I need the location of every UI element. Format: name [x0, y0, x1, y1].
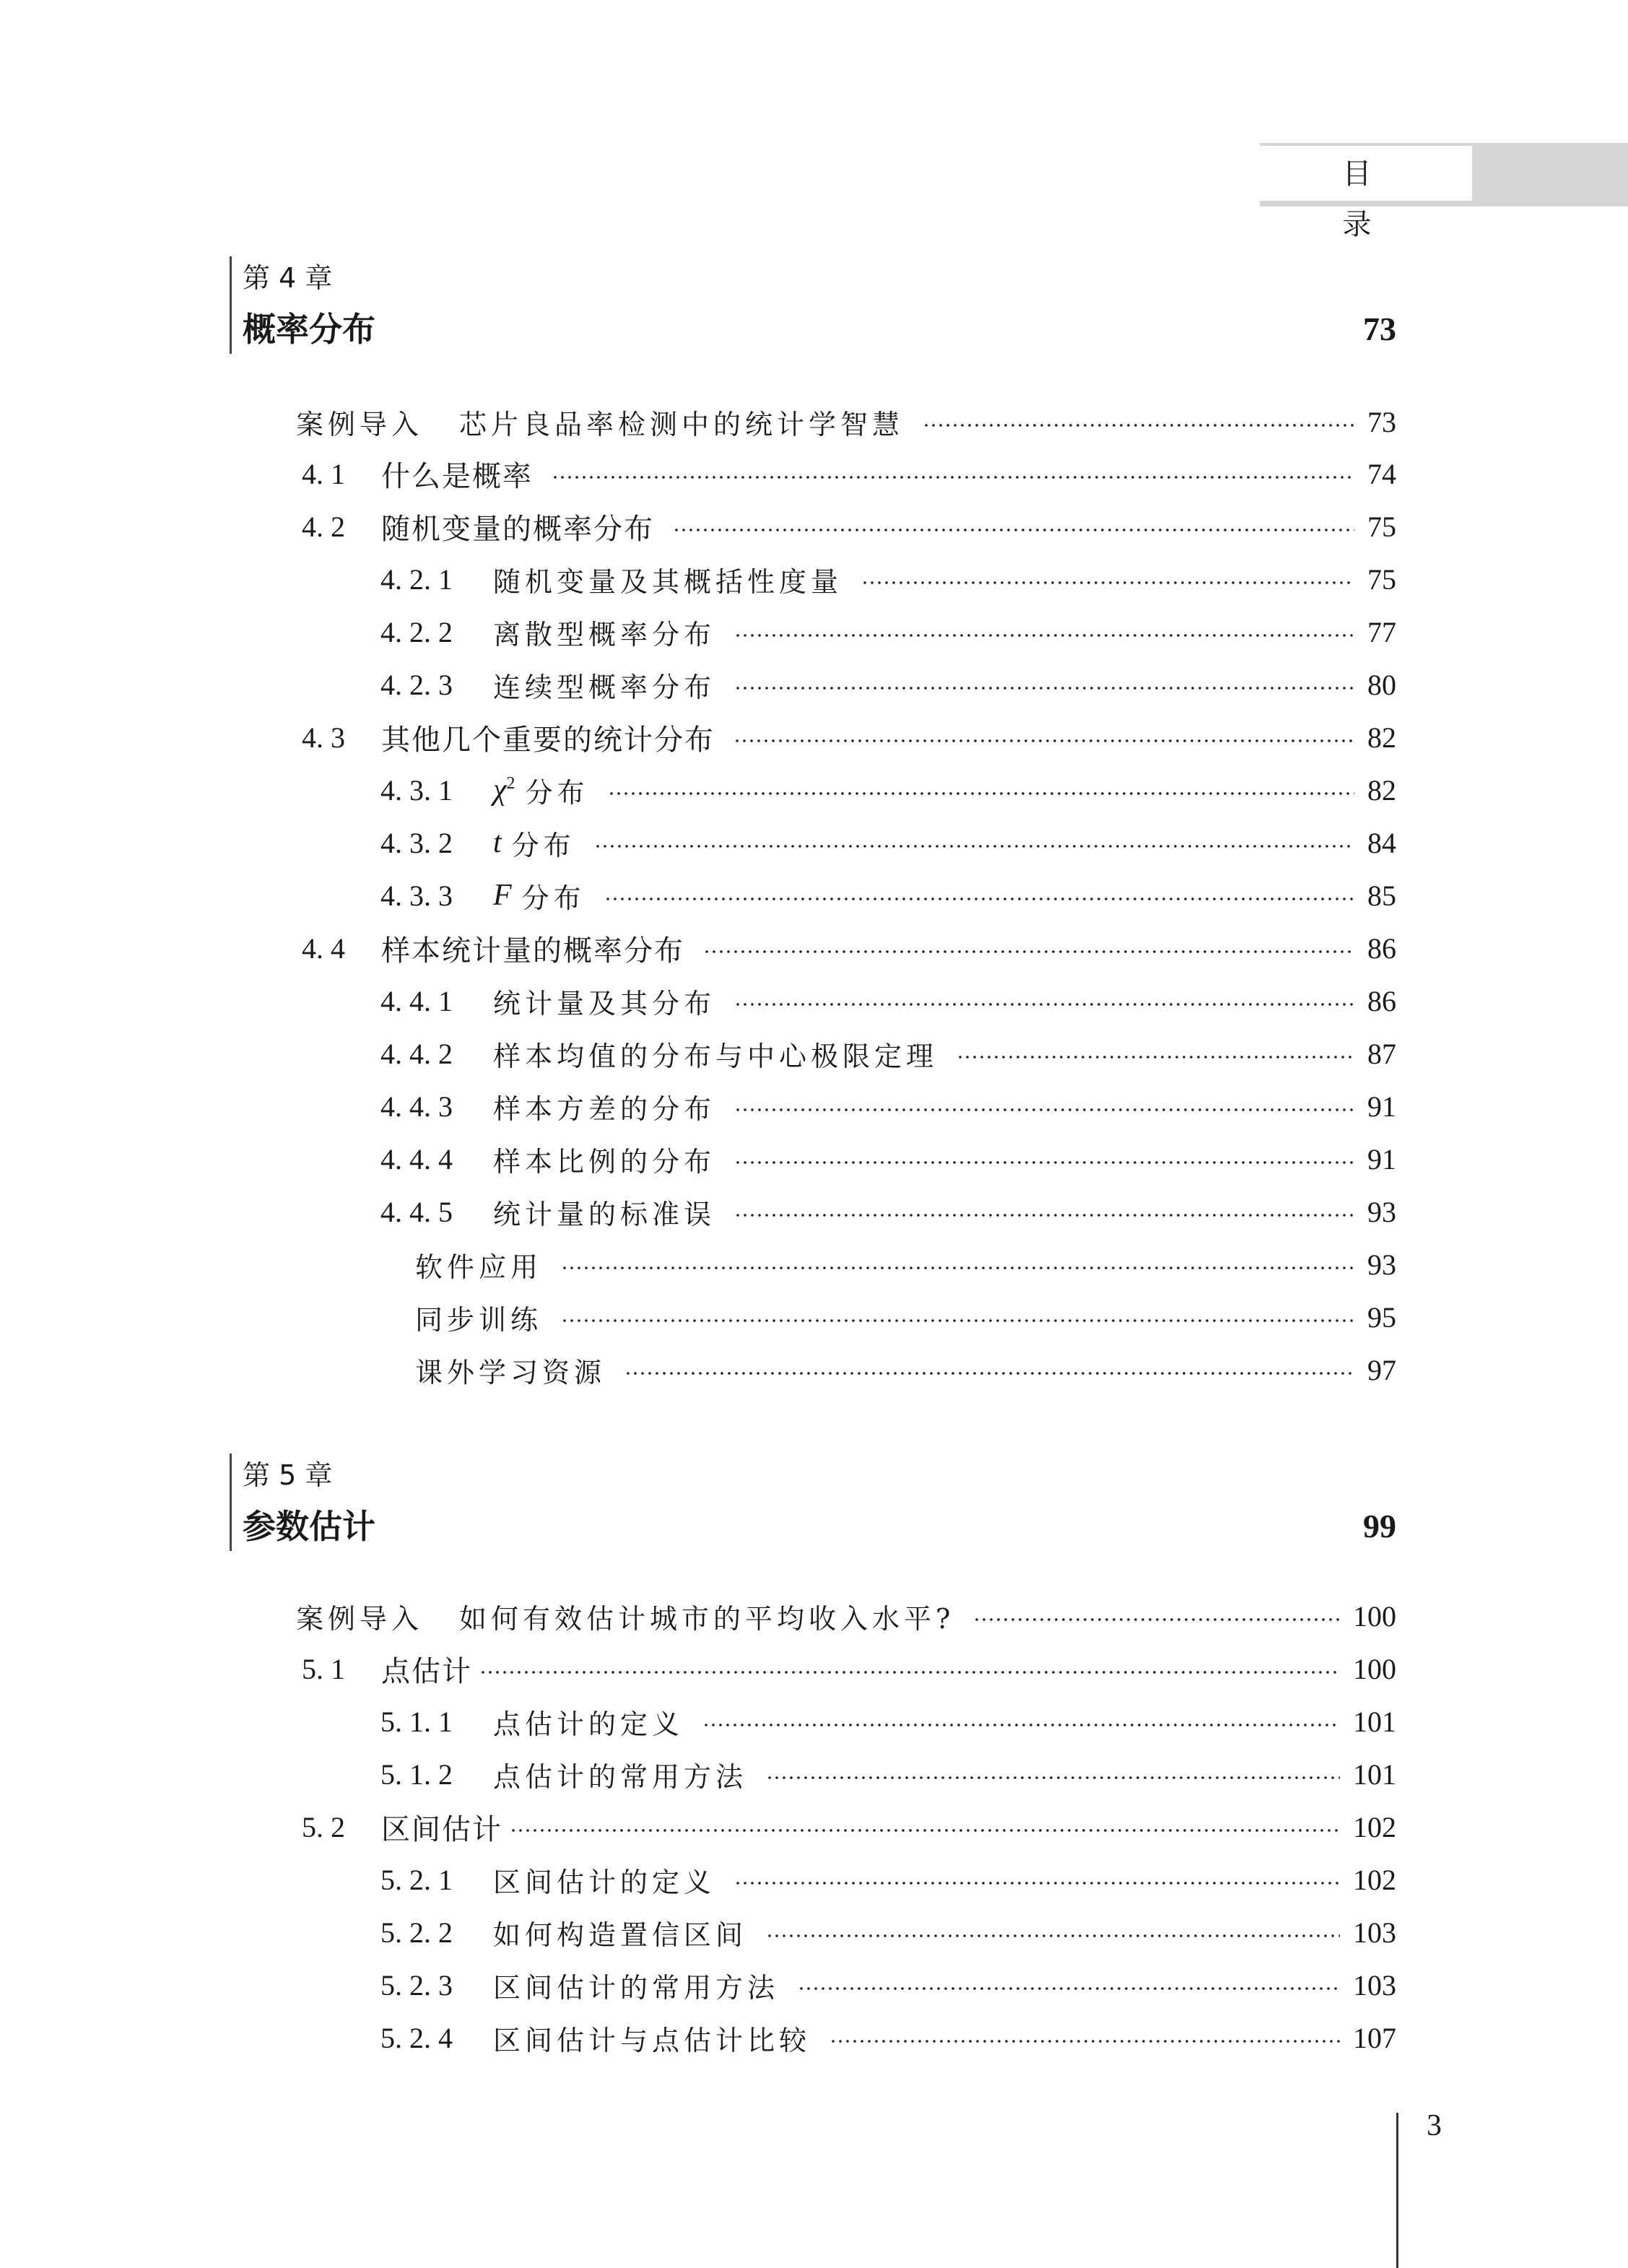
- section-title: 分布: [521, 882, 586, 914]
- dot-leader: [734, 634, 1354, 637]
- page-ref: 91: [1367, 1142, 1396, 1176]
- chapter-4-label: 第 4 章: [243, 262, 333, 294]
- page-ref: 77: [1367, 615, 1396, 648]
- page-ref: 84: [1367, 826, 1396, 859]
- page-ref: 103: [1353, 1968, 1396, 2002]
- page-ref: 80: [1367, 668, 1396, 701]
- toc-entry-5-1-2[interactable]: [0, 1748, 1396, 1800]
- toc-entry-4-4-3[interactable]: [0, 1080, 1396, 1132]
- toc-entry-4-3-3[interactable]: [0, 869, 1396, 921]
- section-number: 4. 4. 4: [380, 1142, 453, 1176]
- dot-leader: [624, 1372, 1354, 1375]
- dot-leader: [561, 1266, 1354, 1269]
- toc-entry-4-4-4[interactable]: [0, 1133, 1396, 1185]
- page-number: 3: [1427, 2109, 1442, 2142]
- toc-entry-5-2-1[interactable]: [0, 1854, 1396, 1906]
- dot-leader: [861, 581, 1354, 584]
- chapter-5-header: [230, 1454, 1396, 1551]
- toc-entry-software[interactable]: [0, 1238, 1396, 1290]
- dot-leader: [608, 792, 1355, 795]
- section-title: 区间估计: [381, 1812, 502, 1846]
- page-ref: 85: [1367, 879, 1396, 912]
- section-title: 随机变量的概率分布: [381, 512, 654, 546]
- page-ref: 107: [1353, 2021, 1396, 2054]
- dot-leader: [766, 1934, 1340, 1937]
- section-number: 5. 1: [302, 1652, 345, 1685]
- section-number: 5. 1. 2: [380, 1758, 453, 1791]
- case-intro-label: 案例导入: [296, 408, 424, 440]
- section-number: 4. 4. 1: [380, 984, 453, 1017]
- header-title: 目 录: [1342, 157, 1473, 241]
- dot-leader: [604, 898, 1354, 900]
- toc-entry-5-1[interactable]: [0, 1643, 1396, 1695]
- section-title: 区间估计的定义: [493, 1866, 716, 1898]
- section-title: 样本方差的分布: [493, 1092, 716, 1125]
- page-ref: 87: [1367, 1037, 1396, 1070]
- section-title: 随机变量及其概括性度量: [493, 565, 843, 598]
- toc-entry-4-4-5[interactable]: [0, 1186, 1396, 1238]
- toc-case-intro-ch4[interactable]: [0, 396, 1396, 448]
- toc-entry-4-2-1[interactable]: [0, 553, 1396, 605]
- toc-entry-5-2-3[interactable]: [0, 1959, 1396, 2011]
- page-ref: 82: [1367, 721, 1396, 754]
- section-number: 4. 2. 2: [380, 615, 453, 648]
- page-ref: 75: [1367, 510, 1396, 543]
- section-number: 4. 2. 1: [380, 562, 453, 596]
- section-number: 4. 4. 5: [380, 1195, 453, 1228]
- section-title: 区间估计的常用方法: [493, 1971, 780, 2004]
- section-number: 5. 2. 4: [380, 2021, 453, 2054]
- page-ref: 93: [1367, 1248, 1396, 1281]
- dot-leader: [734, 1108, 1354, 1111]
- case-intro-label: 案例导入: [296, 1602, 424, 1635]
- section-title: 样本统计量的概率分布: [381, 934, 684, 968]
- toc-entry-5-1-1[interactable]: [0, 1695, 1396, 1747]
- page-ref: 101: [1353, 1705, 1396, 1738]
- page-ref: 73: [1367, 405, 1396, 438]
- section-number: 5. 2. 1: [380, 1863, 453, 1896]
- toc-entry-4-3-1[interactable]: [0, 764, 1396, 816]
- toc-entry-5-2-2[interactable]: [0, 1906, 1396, 1958]
- dot-leader: [734, 1003, 1354, 1006]
- toc-entry-4-3[interactable]: [0, 711, 1396, 763]
- toc-entry-exercises[interactable]: [0, 1291, 1396, 1343]
- footer-rule: [1396, 2113, 1398, 2268]
- section-title: 什么是概率: [381, 459, 533, 493]
- case-intro-text: 芯片良品率检测中的统计学智慧: [459, 408, 905, 440]
- toc-entry-4-4[interactable]: [0, 922, 1396, 974]
- dot-leader: [703, 950, 1354, 953]
- section-number: 4. 3. 3: [380, 879, 453, 912]
- toc-entry-4-2-2[interactable]: [0, 606, 1396, 658]
- section-number: 4. 3: [302, 721, 345, 754]
- section-title: 点估计的定义: [493, 1708, 684, 1740]
- f-symbol: F: [493, 879, 512, 912]
- toc-entry-4-1[interactable]: [0, 448, 1396, 500]
- page-ref: 86: [1367, 984, 1396, 1017]
- section-number: 4. 4. 2: [380, 1037, 453, 1070]
- chi-square-symbol: $\chi^2$: [493, 773, 515, 807]
- toc-case-intro-ch5[interactable]: [0, 1590, 1396, 1642]
- section-title: 如何构造置信区间: [493, 1919, 748, 1951]
- chapter-5-page: 99: [1363, 1508, 1396, 1544]
- section-number: 5. 2: [302, 1810, 345, 1843]
- section-title: 点估计的常用方法: [493, 1760, 748, 1793]
- dot-leader: [734, 1161, 1354, 1164]
- dot-leader: [734, 1214, 1354, 1217]
- page-ref: 102: [1353, 1863, 1396, 1896]
- toc-entry-4-4-2[interactable]: [0, 1027, 1396, 1079]
- section-title: 区间估计与点估计比较: [493, 2024, 811, 2056]
- section-number: 4. 4. 3: [380, 1090, 453, 1123]
- dot-leader: [594, 845, 1354, 848]
- dot-leader: [923, 424, 1354, 427]
- section-number: 4. 3. 2: [380, 826, 453, 859]
- dot-leader: [734, 687, 1354, 690]
- dot-leader: [734, 739, 1354, 742]
- section-title: 统计量的标准误: [493, 1198, 716, 1230]
- dot-leader: [702, 1724, 1340, 1726]
- section-title: 离散型概率分布: [493, 618, 716, 651]
- chapter-4-page: 73: [1363, 310, 1396, 347]
- chapter-4-bar: [230, 256, 232, 354]
- section-title: 点估计: [381, 1654, 472, 1688]
- dot-leader: [510, 1829, 1340, 1832]
- dot-leader: [552, 476, 1354, 479]
- section-title: 样本比例的分布: [493, 1145, 716, 1178]
- section-number: 5. 1. 1: [380, 1705, 453, 1738]
- toc-entry-5-2-4[interactable]: [0, 2012, 1396, 2064]
- page-ref: 100: [1353, 1652, 1396, 1685]
- dot-leader: [957, 1056, 1354, 1059]
- case-intro-text: 如何有效估计城市的平均收入水平?: [459, 1602, 955, 1635]
- toc-entry-5-2[interactable]: [0, 1801, 1396, 1853]
- dot-leader: [766, 1776, 1340, 1779]
- chapter-5-label: 第 5 章: [243, 1459, 333, 1491]
- chapter-5-bar: [230, 1454, 232, 1551]
- page-ref: 103: [1353, 1916, 1396, 1949]
- chapter-4-title: 概率分布: [243, 310, 375, 349]
- toc-entry-4-3-2[interactable]: [0, 817, 1396, 869]
- page-ref: 97: [1367, 1353, 1396, 1386]
- page-ref: 100: [1353, 1599, 1396, 1633]
- section-title: 其他几个重要的统计分布: [381, 723, 715, 757]
- page-ref: 91: [1367, 1090, 1396, 1123]
- section-number: 5. 2. 3: [380, 1968, 453, 2002]
- section-title: 课外学习资源: [415, 1356, 606, 1389]
- dot-leader: [830, 2040, 1340, 2043]
- dot-leader: [561, 1319, 1354, 1322]
- section-number: 4. 2: [302, 510, 345, 543]
- dot-leader: [479, 1671, 1340, 1674]
- section-title: 连续型概率分布: [493, 671, 716, 703]
- section-number: 4. 4: [302, 931, 345, 965]
- chapter-5-title: 参数估计: [243, 1507, 375, 1546]
- toc-entry-4-2[interactable]: [0, 500, 1396, 552]
- t-symbol: t: [493, 826, 502, 859]
- section-number: 4. 1: [302, 457, 345, 490]
- section-title: 同步训练: [415, 1303, 543, 1336]
- section-title: 分布: [525, 776, 589, 809]
- section-number: 5. 2. 2: [380, 1916, 453, 1949]
- section-number: 4. 2. 3: [380, 668, 453, 701]
- dot-leader: [798, 1987, 1340, 1990]
- section-title: 样本均值的分布与中心极限定理: [493, 1040, 939, 1072]
- page-ref: 75: [1367, 562, 1396, 596]
- page-ref: 102: [1353, 1810, 1396, 1843]
- page-ref: 74: [1367, 457, 1396, 490]
- toc-entry-resources[interactable]: [0, 1344, 1396, 1396]
- toc-entry-4-4-1[interactable]: [0, 975, 1396, 1027]
- dot-leader: [734, 1882, 1340, 1885]
- dot-leader: [673, 529, 1354, 531]
- page-ref: 101: [1353, 1758, 1396, 1791]
- chapter-4-header: [230, 256, 1396, 354]
- page-ref: 93: [1367, 1195, 1396, 1228]
- section-number: 4. 3. 1: [380, 773, 453, 807]
- toc-entry-4-2-3[interactable]: [0, 659, 1396, 711]
- section-title: 统计量及其分布: [493, 987, 716, 1020]
- dot-leader: [973, 1618, 1340, 1621]
- page-ref: 86: [1367, 931, 1396, 965]
- page-ref: 82: [1367, 773, 1396, 807]
- page-ref: 95: [1367, 1300, 1396, 1334]
- section-title: 分布: [511, 829, 575, 861]
- section-title: 软件应用: [415, 1251, 543, 1283]
